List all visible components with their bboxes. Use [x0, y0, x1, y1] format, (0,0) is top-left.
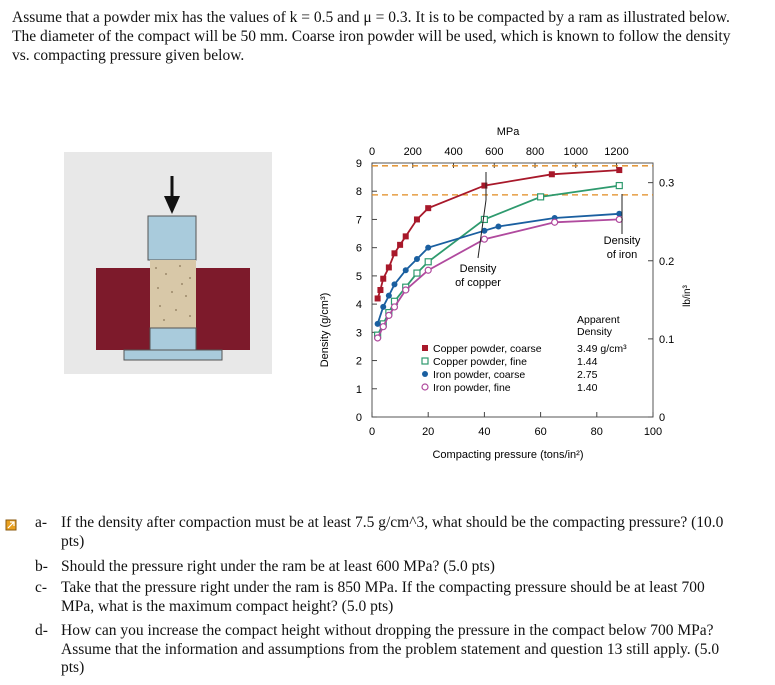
y-tick-label: 3	[355, 327, 362, 340]
legend-density: 1.40	[577, 382, 598, 394]
question-c-label: c-	[35, 579, 48, 596]
question-b-text: Should the pressure right under the ram be at least 600 MPa? (5.0 pts)	[61, 558, 495, 575]
data-point	[386, 312, 392, 318]
legend-marker	[422, 384, 428, 390]
legend-label: Copper powder, fine	[433, 356, 527, 368]
data-point	[391, 304, 397, 310]
legend-density: 1.44	[577, 356, 598, 368]
x2-tick-label: 1200	[604, 146, 629, 158]
die-schematic	[64, 152, 272, 374]
data-point	[549, 171, 555, 177]
x2-tick-label: 400	[444, 146, 463, 158]
die-right	[196, 268, 250, 350]
legend-marker	[422, 345, 428, 351]
x-tick-label: 20	[422, 426, 435, 438]
x-tick-label: 0	[368, 426, 376, 438]
legend-label: Copper powder, coarse	[433, 343, 542, 355]
data-point	[552, 219, 558, 225]
problem-statement: Assume that a powder mix has the values of k = 0.5 and μ = 0.3. It is to be compacted by a ram as illustrated below. The diameter of the compact will be 50 mm. Coarse iron powder will be used, which is known to follow the density vs. compacting pressure given below.	[12, 9, 731, 64]
x-tick-label: 80	[590, 426, 603, 438]
x2-tick-label: 800	[525, 146, 545, 158]
density-chart	[319, 126, 693, 461]
y-tick-label: 6	[355, 242, 362, 255]
legend-density: 2.75	[577, 369, 598, 381]
bottom-punch	[150, 328, 196, 350]
data-point	[425, 267, 431, 273]
data-point	[425, 245, 431, 251]
legend-label: Iron powder, fine	[433, 382, 511, 394]
data-point	[375, 335, 381, 341]
data-point	[377, 287, 383, 293]
y-tick-label: 1	[355, 383, 362, 396]
question-d-label: d-	[35, 622, 48, 639]
x-tick-label: 40	[478, 426, 491, 438]
data-point	[391, 281, 397, 287]
die-left	[96, 268, 150, 350]
y-tick-label: 0	[355, 412, 362, 424]
x2-tick-label: 600	[485, 146, 504, 158]
legend-header-2: Density	[577, 326, 613, 338]
data-point	[414, 270, 420, 276]
y2-tick-label: 0	[659, 412, 666, 424]
y-tick-label: 9	[355, 158, 362, 170]
annotation-copper-1: Density	[459, 263, 497, 275]
legend-header-1: Apparent	[577, 314, 620, 326]
annotation-iron-1: Density	[603, 235, 641, 247]
data-point	[375, 295, 381, 301]
legend-label: Iron powder, coarse	[433, 369, 526, 381]
x-tick-label: 100	[643, 426, 663, 438]
data-point	[403, 287, 409, 293]
y2-tick-label: 0.1	[659, 333, 675, 346]
powder	[150, 260, 196, 328]
annotation-iron-2: of iron	[606, 249, 638, 261]
y2-tick-label: 0.2	[659, 255, 675, 268]
y-tick-label: 5	[355, 270, 362, 283]
data-point	[403, 233, 409, 239]
data-point	[391, 250, 397, 256]
y-tick-label: 4	[355, 299, 362, 312]
question-d-text: How can you increase the compact height without dropping the pressure in the compact below 700 MPa? Assume that the information and assumptions from the problem statement and question 13 still apply. (5.0 pts)	[61, 622, 720, 676]
data-point	[403, 267, 409, 273]
y-axis-label: Density (g/cm³)	[319, 292, 331, 368]
question-b-label: b-	[35, 558, 48, 575]
data-point	[386, 293, 392, 299]
y-tick-label: 8	[355, 186, 362, 199]
data-point	[414, 216, 420, 222]
data-point	[481, 216, 487, 222]
data-point	[397, 242, 403, 248]
data-point	[616, 167, 622, 173]
x2-tick-label: 1000	[563, 146, 589, 158]
question-a-text: If the density after compaction must be at least 7.5 g/cm^3, what should be the compacting pressure? (10.0 pts)	[61, 514, 724, 550]
series-line-3	[378, 214, 620, 324]
y-tick-label: 7	[355, 214, 362, 227]
data-point	[538, 194, 544, 200]
punch-base	[124, 350, 222, 360]
question-c-text: Take that the pressure right under the ram is 850 MPa. If the compacting pressure should be at least 700 MPa, what is the maximum compact height? (5.0 pts)	[61, 579, 705, 615]
data-point	[495, 224, 501, 230]
data-point	[425, 259, 431, 265]
legend-marker	[422, 371, 428, 377]
data-point	[616, 216, 622, 222]
data-point	[386, 264, 392, 270]
data-point	[425, 205, 431, 211]
data-point	[380, 324, 386, 330]
x-axis-label: Compacting pressure (tons/in²)	[432, 449, 584, 461]
legend-marker	[422, 358, 428, 364]
x2-tick-label: 0	[368, 146, 376, 158]
annotation-copper-2: of copper	[455, 277, 501, 289]
data-point	[481, 236, 487, 242]
ram	[148, 216, 196, 260]
x2-axis-label: MPa	[496, 126, 520, 138]
x2-tick-label: 200	[403, 146, 422, 158]
y-tick-label: 2	[355, 355, 362, 368]
data-point	[616, 183, 622, 189]
series-line-2	[378, 186, 620, 336]
data-point	[414, 256, 420, 262]
legend-density: 3.49 g/cm³	[577, 343, 627, 355]
data-point	[380, 304, 386, 310]
y2-tick-label: 0.3	[659, 177, 675, 190]
pin-icon	[5, 519, 17, 531]
question-a-label: a-	[35, 514, 48, 531]
data-point	[380, 276, 386, 282]
x-tick-label: 60	[534, 426, 547, 438]
y2-axis-label: lb/in³	[682, 285, 693, 307]
